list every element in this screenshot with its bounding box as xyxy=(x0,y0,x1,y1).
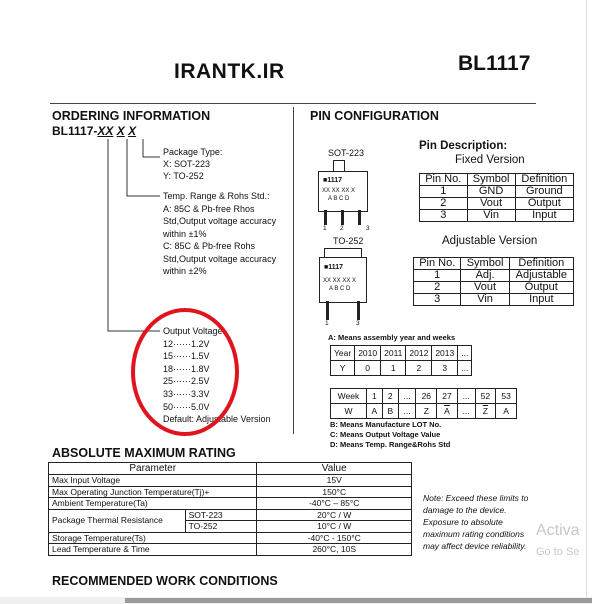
voltage-line: 12······1.2V xyxy=(163,338,210,349)
to252-pin xyxy=(326,301,329,320)
amr-note xyxy=(423,492,528,552)
horizontal-scrollbar-track[interactable] xyxy=(0,597,592,604)
table-row: W A B ... Z $\overline{A}$ ... $\overline{Z}$ A xyxy=(331,404,517,419)
activate-windows-text: Activa xyxy=(536,522,580,539)
sot223-pin-num: 3 xyxy=(366,225,370,232)
activate-windows-subtext: Go to Se xyxy=(536,546,580,558)
to252-pin xyxy=(357,301,360,320)
to252-abcd: A B C D xyxy=(329,286,351,292)
code-x1: X xyxy=(116,124,125,138)
fixed-version-title: Fixed Version xyxy=(455,154,525,166)
table-row: Week 1 2 ... 26 27 ... 52 53 xyxy=(331,389,517,404)
table-row: 3 Vin Input xyxy=(414,294,574,306)
to252-pin-num: 1 xyxy=(325,320,329,327)
table-header: Symbol xyxy=(467,174,515,186)
to252-marking: XX XX XX X xyxy=(323,278,357,284)
part-number-title: BL1117 xyxy=(458,52,531,75)
assembly-note: A: Means assembly year and weeks xyxy=(328,333,456,342)
table-row: Year 2010 2011 2012 2013 ... xyxy=(331,346,472,361)
voltage-line: 33······3.3V xyxy=(163,388,210,399)
fixed-pin-table xyxy=(419,173,574,222)
code-prefix: BL1117- xyxy=(52,124,98,138)
voltage-heading: Output Voltage: xyxy=(163,326,226,336)
table-row: Lead Temperature & Time 260°C, 10S xyxy=(49,544,412,556)
default-line: Default: Adjustable Version xyxy=(163,414,271,425)
sot223-pin-num: 1 xyxy=(323,225,327,232)
table-row: 2 Vout Output xyxy=(414,282,574,294)
temp-line: Std,Output voltage accuracy xyxy=(163,253,277,264)
temp-line: within ±1% xyxy=(163,228,207,239)
package-type-line: X: SOT-223 xyxy=(163,159,211,169)
table-row: TO-252 10°C / W xyxy=(49,521,412,533)
week-code-table xyxy=(330,388,517,419)
note-line: Note: Exceed these limits to xyxy=(423,493,529,503)
package-type-block xyxy=(163,146,222,182)
sot223-chip-label: ■1117 xyxy=(323,177,343,184)
voltage-line: 15······1.5V xyxy=(163,351,210,362)
sot223-label: SOT-223 xyxy=(328,148,365,158)
voltage-line: 18······1.8V xyxy=(163,363,210,374)
to252-label: TO-252 xyxy=(333,236,364,246)
watermark-title: IRANTK.IR xyxy=(174,60,285,83)
code-xx: XX xyxy=(97,124,114,138)
table-row: Y 0 1 2 3 ... xyxy=(331,361,472,376)
note-line: may affect device reliability. xyxy=(423,541,527,551)
code-x2: X xyxy=(128,124,137,138)
temp-line: Std,Output voltage accuracy xyxy=(163,216,277,226)
table-header: Symbol xyxy=(461,258,509,270)
amr-table xyxy=(48,462,412,556)
sot223-pin xyxy=(341,210,344,225)
table-row: Ambient Temperature(Ta) -40°C – 85°C xyxy=(49,498,412,510)
pin-config-heading: PIN CONFIGURATION xyxy=(310,109,439,123)
table-header: Definition xyxy=(509,258,573,270)
temp-line: A: 85C & Pb-free Rhos xyxy=(163,203,255,214)
table-header: Pin No. xyxy=(420,174,468,186)
table-row: 1 Adj. Adjustable xyxy=(414,270,574,282)
table-header: Value xyxy=(257,463,412,475)
code-note: B: Means Manufacture LOT No. xyxy=(330,420,442,429)
temp-range-block xyxy=(163,190,276,278)
sot223-body xyxy=(318,171,368,212)
ordering-connector-lines xyxy=(0,0,300,345)
sot223-pin xyxy=(358,210,361,225)
to252-body xyxy=(319,257,367,303)
ordering-heading: ORDERING INFORMATION xyxy=(52,109,211,123)
table-row: 3 Vin Input xyxy=(420,210,574,222)
table-row: Max Input Voltage 15V xyxy=(49,475,412,487)
temp-line: within ±2% xyxy=(163,266,207,276)
vertical-scrollbar-track[interactable] xyxy=(586,0,592,597)
sot223-marking: XX XX XX X xyxy=(322,188,356,194)
sot223-pin xyxy=(324,210,327,225)
table-header: Pin No. xyxy=(414,258,461,270)
note-line: maximum rating conditions xyxy=(423,529,525,539)
note-line: damage to the device. xyxy=(423,505,507,515)
pin-description-title: Pin Description: xyxy=(419,140,508,152)
table-row: Max Operating Junction Temperature(Tj)+ 150°C xyxy=(49,486,412,498)
table-header: Definition xyxy=(515,174,573,186)
sot223-pin-num: 2 xyxy=(340,225,344,232)
sot223-abcd: A B C D xyxy=(328,196,350,202)
horizontal-scrollbar-thumb[interactable] xyxy=(125,598,592,603)
temp-line: Temp. Range & Rohs Std.: xyxy=(163,191,270,201)
table-row: Package Thermal Resistance SOT-223 20°C / W xyxy=(49,509,412,521)
amr-heading: ABSOLUTE MAXIMUM RATING xyxy=(52,446,236,460)
year-code-table xyxy=(330,345,472,376)
package-type-line: Package Type: xyxy=(163,147,223,157)
voltage-line: 50······5.0V xyxy=(163,401,210,412)
table-row: 2 Vout Output xyxy=(420,198,574,210)
recommended-heading: RECOMMENDED WORK CONDITIONS xyxy=(52,574,278,588)
code-note: D: Means Temp. Range&Rohs Std xyxy=(330,440,451,449)
note-line: Exposure to absolute xyxy=(423,517,503,527)
adjustable-pin-table xyxy=(413,257,574,306)
code-notes xyxy=(330,420,450,450)
table-header: Parameter xyxy=(49,463,257,475)
package-type-line: Y: TO-252 xyxy=(163,171,204,181)
code-note: C: Means Output Voltage Value xyxy=(330,430,441,439)
to252-chip-label: ■1117 xyxy=(324,264,344,271)
table-row: 1 GND Ground xyxy=(420,186,574,198)
temp-line: C: 85C & Pb-free Rohs xyxy=(163,241,256,251)
adjustable-version-title: Adjustable Version xyxy=(442,235,538,247)
to252-pin-num: 3 xyxy=(356,320,360,327)
voltage-line: 25······2.5V xyxy=(163,376,210,387)
red-circle-annotation xyxy=(128,306,244,440)
table-row: Storage Temperature(Ts) -40°C - 150°C xyxy=(49,532,412,544)
